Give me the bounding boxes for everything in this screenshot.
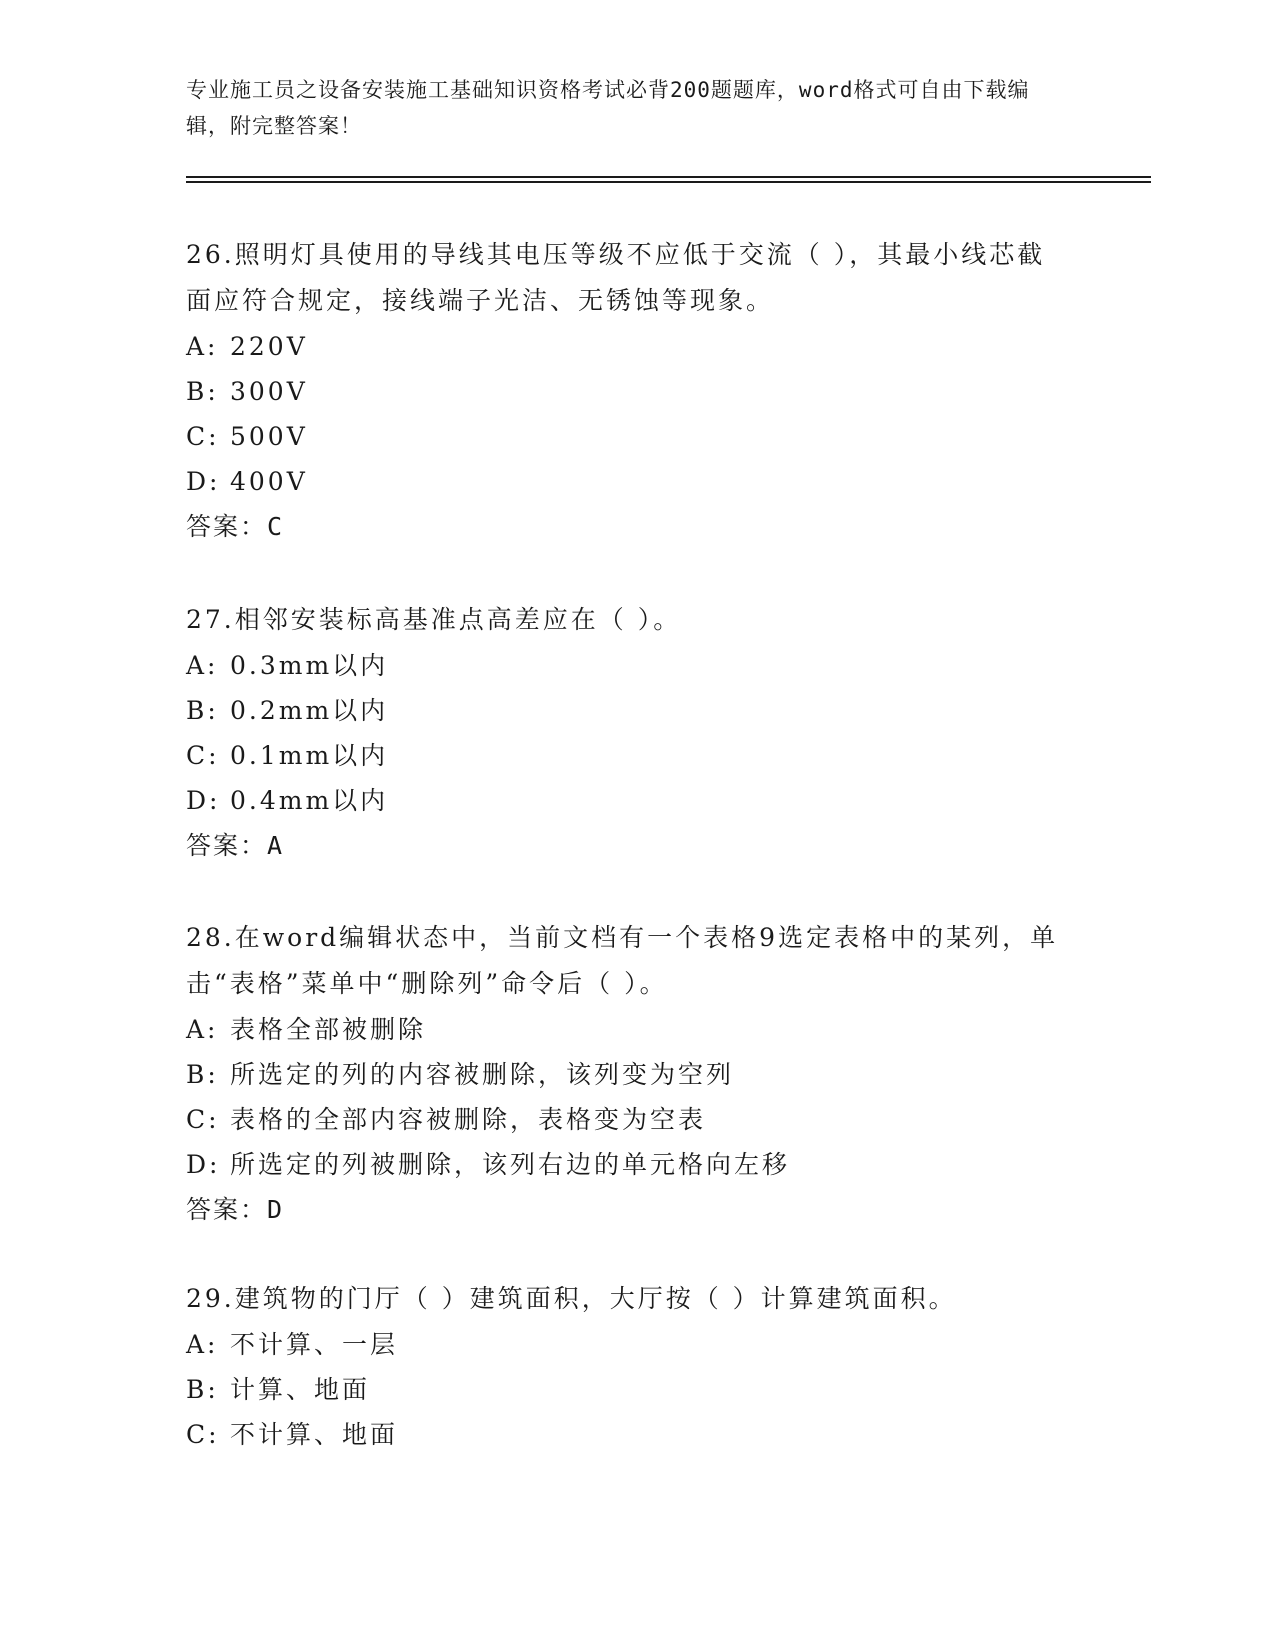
option-letter: B: (186, 696, 219, 725)
document-title: 专业施工员之设备安装施工基础知识资格考试必背200题题库，word格式可自由下载编辑，附完整答案！ (186, 78, 1030, 138)
option-letter: C: (186, 741, 220, 770)
option-letter: A: (186, 1330, 219, 1359)
option-letter: C: (186, 1420, 220, 1449)
option-letter: C: (186, 422, 220, 451)
option-letter: D: (186, 1150, 221, 1179)
option-a (186, 1322, 1066, 1367)
option-text: 220V (230, 332, 308, 361)
option-text: 计算、地面 (230, 1375, 371, 1404)
document-header (186, 72, 1066, 144)
option-b (186, 1367, 1066, 1412)
option-text: 所选定的列的内容被删除，该列变为空列 (230, 1060, 735, 1089)
question-text: 27.相邻安装标高基准点高差应在（ ）。 (186, 605, 682, 634)
option-text: 不计算、地面 (230, 1420, 399, 1449)
option-text: 0.4mm以内 (230, 786, 389, 815)
option-c (186, 733, 1066, 778)
option-a (186, 324, 1066, 369)
option-c (186, 1412, 1066, 1457)
question-27 (186, 597, 1066, 868)
option-d (186, 778, 1066, 823)
option-text: 400V (230, 467, 308, 496)
option-d (186, 459, 1066, 504)
option-a (186, 643, 1066, 688)
option-c (186, 1097, 1066, 1142)
option-text: 300V (230, 377, 308, 406)
question-29 (186, 1276, 1066, 1457)
option-text: 表格的全部内容被删除，表格变为空表 (230, 1105, 707, 1134)
option-text: 0.1mm以内 (230, 741, 389, 770)
question-26 (186, 232, 1066, 549)
answer-line: 答案：D (186, 1195, 285, 1224)
question-text: 26.照明灯具使用的导线其电压等级不应低于交流（ ），其最小线芯截面应符合规定，接线端子光洁、无锈蚀等现象。 (186, 240, 1046, 315)
question-28 (186, 915, 1066, 1232)
option-letter: B: (186, 377, 219, 406)
option-b (186, 688, 1066, 733)
question-text: 28.在word编辑状态中，当前文档有一个表格9选定表格中的某列，单击“表格”菜单中“删除列”命令后（ ）。 (186, 923, 1059, 998)
header-divider-bottom (186, 181, 1151, 183)
answer-line: 答案：C (186, 512, 285, 541)
option-letter: B: (186, 1060, 219, 1089)
option-text: 0.3mm以内 (230, 651, 389, 680)
option-text: 0.2mm以内 (230, 696, 389, 725)
option-letter: B: (186, 1375, 219, 1404)
header-divider-top (186, 176, 1151, 178)
answer-line: 答案：A (186, 831, 285, 860)
option-text: 不计算、一层 (230, 1330, 399, 1359)
option-text: 表格全部被删除 (230, 1015, 427, 1044)
option-letter: A: (186, 651, 219, 680)
option-letter: A: (186, 1015, 219, 1044)
option-letter: D: (186, 786, 221, 815)
option-b (186, 369, 1066, 414)
option-text: 500V (230, 422, 308, 451)
question-text: 29.建筑物的门厅（ ）建筑面积，大厅按（ ）计算建筑面积。 (186, 1284, 957, 1313)
option-a (186, 1007, 1066, 1052)
option-d (186, 1142, 1066, 1187)
option-b (186, 1052, 1066, 1097)
option-letter: C: (186, 1105, 220, 1134)
option-c (186, 414, 1066, 459)
option-letter: D: (186, 467, 221, 496)
option-letter: A: (186, 332, 219, 361)
option-text: 所选定的列被删除，该列右边的单元格向左移 (230, 1150, 791, 1179)
